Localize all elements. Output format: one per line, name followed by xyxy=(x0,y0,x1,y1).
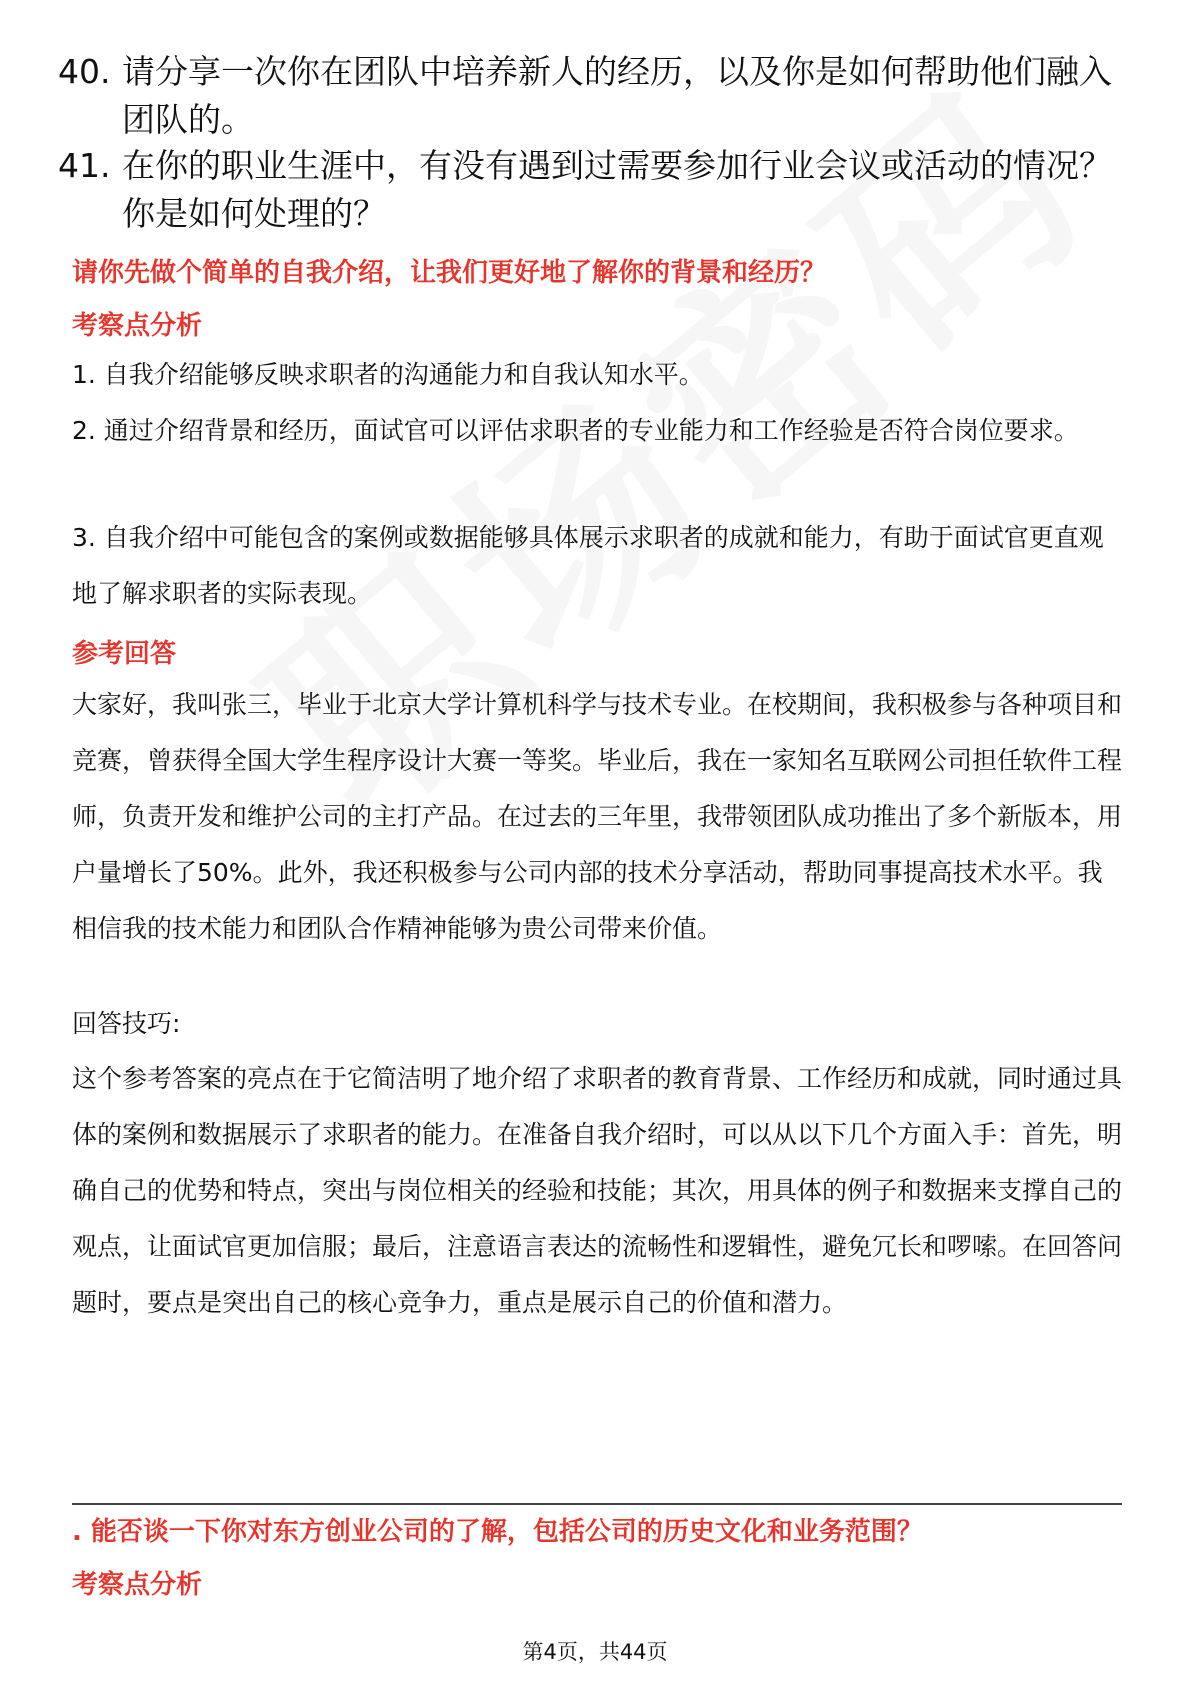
reference-answer: 大家好，我叫张三，毕业于北京大学计算机科学与技术专业。在校期间，我积极参与各种项目和竞赛，曾获得全国大学生程序设计大赛一等奖。毕业后，我在一家知名互联网公司担任软件工程师，负责开发和维护公司的主打产品。在过去的三年里，我带领团队成功推出了多个新版本，用户量增长了50%。此外，我还积极参与公司内部的技术分享活动，帮助同事提高技术水平。我相信我的技术能力和团队合作精神能够为贵公司带来价值。 xyxy=(72,690,1123,943)
analysis-heading: 考察点分析 xyxy=(72,1570,203,1600)
section-divider xyxy=(72,1503,1122,1505)
analysis-point: 1. 自我介绍能够反映求职者的沟通能力和自我认知水平。 xyxy=(72,360,704,389)
tips-label: 回答技巧: xyxy=(72,1009,181,1038)
question-number: 41. xyxy=(58,146,111,185)
analysis-heading: 考察点分析 xyxy=(72,311,203,341)
question-40 xyxy=(58,48,1118,144)
analysis-point: 2. 通过介绍背景和经历，面试官可以评估求职者的专业能力和工作经验是否符合岗位要求。 xyxy=(72,416,1079,445)
answer-heading: 参考回答 xyxy=(72,639,177,669)
question-41 xyxy=(58,142,1118,238)
question-text: 请分享一次你在团队中培养新人的经历，以及你是如何帮助他们融入团队的。 xyxy=(122,52,1112,139)
section-title: . 能否谈一下你对东方创业公司的了解，包括公司的历史文化和业务范围？ xyxy=(72,1517,923,1547)
analysis-point: 3. 自我介绍中可能包含的案例或数据能够具体展示求职者的成就和能力，有助于面试官更直观地了解求职者的实际表现。 xyxy=(72,523,1104,608)
question-text: 在你的职业生涯中，有没有遇到过需要参加行业会议或活动的情况？你是如何处理的？ xyxy=(122,146,1112,233)
question-number: 40. xyxy=(58,52,111,91)
tips-text: 这个参考答案的亮点在于它简洁明了地介绍了求职者的教育背景、工作经历和成就，同时通过具体的案例和数据展示了求职者的能力。在准备自我介绍时，可以从以下几个方面入手：首先，明确自己的优势和特点，突出与岗位相关的经验和技能；其次，用具体的例子和数据来支撑自己的观点，让面试官更加信服；最后，注意语言表达的流畅性和逻辑性，避免冗长和啰嗦。在回答问题时，要点是突出自己的核心竞争力，重点是展示自己的价值和潜力。 xyxy=(72,1064,1123,1317)
page-number: 第4页，共44页 xyxy=(522,1640,668,1664)
section-title: 请你先做个简单的自我介绍，让我们更好地了解你的背景和经历？ xyxy=(72,258,827,288)
